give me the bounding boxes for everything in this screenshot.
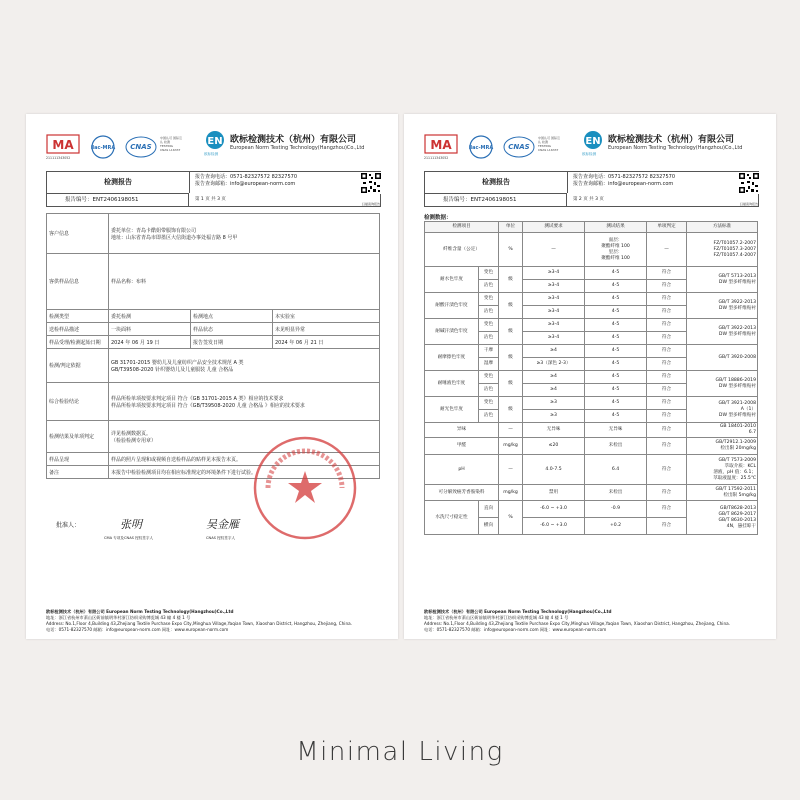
cell-sub: 横向 [479, 518, 499, 535]
table-row [425, 485, 758, 501]
page-footer [424, 609, 759, 633]
table-header-row [425, 222, 758, 233]
row-value: 2024 年 06 月 19 日 [109, 336, 191, 349]
row-label: 样品受理/检测起始日期 [47, 336, 109, 349]
cell-res: 4-5 [585, 410, 647, 423]
col-header: 检测项目 [425, 222, 499, 233]
row-label: 样品呈现 [47, 453, 109, 466]
cell-req: 禁用 [523, 485, 585, 501]
cell-judge: 符合 [647, 319, 687, 332]
brand-name-cn: 欧标检测技术（杭州）有限公司 [608, 135, 735, 145]
qr-caption: 扫描查询报告 [361, 202, 380, 206]
footer-address-cn: 地址：浙江省杭州市萧山区衙前镇明华村浙江纺织采购博览城 43 幢 4 楼 1 号 [424, 615, 569, 620]
report-number: 报告编号：ENT2406198051 [47, 193, 189, 206]
svg-text:CNAS: CNAS [130, 143, 152, 151]
col-header: 测试要求 [523, 222, 585, 233]
row-value: 委托单位：青岛卡酷姐带服饰有限公司 地址：山东省青岛市即墨区大信街道办事处福吉路 8 号甲 [109, 214, 380, 254]
cell-req: ≤20 [523, 438, 585, 455]
cell-item: 水洗尺寸稳定性 [425, 501, 479, 535]
cell-std: GB/T 3921-2008 A（1） DW 型多纤维贴衬 [687, 397, 758, 423]
cma-logo [46, 134, 80, 158]
test-data-title: 检测数据： [424, 215, 452, 221]
cell-judge: 符合 [647, 280, 687, 293]
cell-unit: % [499, 233, 523, 267]
signature-left: 张明 [120, 518, 142, 531]
report-contact: 报告查询电话：0571-82327572 82327570 报告查询邮箱：info@european-norm.com [573, 174, 676, 187]
cell-unit: mg/kg [499, 485, 523, 501]
cell-std: GB/T8628-2013 GB/T 8629-2017 GB/T 8630-2013 4N，悬挂晾干 [687, 501, 758, 535]
cell-res: 4-5 [585, 345, 647, 358]
brand-icon-caption: 欧标检测 [204, 152, 218, 156]
cell-std: GB/T 3922-2013 DW 型多纤维贴衬 [687, 293, 758, 319]
cell-std: GB/T 18886-2019 DW 型多纤维贴衬 [687, 371, 758, 397]
cell-judge: 符合 [647, 397, 687, 410]
row-label: 客户信息 [47, 214, 109, 254]
cell-res: 4-5 [585, 332, 647, 345]
cell-res: 4-5 [585, 371, 647, 384]
cell-sub: 变色 [479, 371, 499, 384]
row-value: 本实验室 [273, 310, 380, 323]
cell-judge: 符合 [647, 384, 687, 397]
footer-contact: 电话：0571-82327570 邮箱：info@european-norm.com 网址：www.european-norm.com [46, 627, 229, 632]
row-label: 送检样品描述 [47, 323, 109, 336]
row-label: 检测类型 [47, 310, 109, 323]
footer-address-en: Address: No.1,Floor 4,Building 43,Zhejiang Textile Purchase Expo City,Minghua Village,Yaqian Town, Xiaoshan District, Hangzhou, Zhejiang, China. [424, 621, 731, 626]
cell-res: 4-5 [585, 358, 647, 371]
cell-unit: — [499, 423, 523, 438]
svg-text:CNAS: CNAS [508, 143, 530, 151]
cell-req: ≥3-4 [523, 332, 585, 345]
cell-judge: 符合 [647, 423, 687, 438]
cell-judge: 符合 [647, 438, 687, 455]
row-value: 样品名称：布料 [109, 254, 380, 310]
cell-res: 4-5 [585, 384, 647, 397]
cell-judge: 符合 [647, 293, 687, 306]
cell-std: GB/T 3922-2013 DW 型多纤维贴衬 [687, 319, 758, 345]
report-header [26, 114, 398, 164]
cell-req: — [523, 233, 585, 267]
cell-unit: mg/kg [499, 438, 523, 455]
report-page-1 [26, 114, 398, 639]
cell-unit: 级 [499, 345, 523, 371]
row-label: 报告签发日期 [191, 336, 273, 349]
cell-req: ≥3-4 [523, 306, 585, 319]
page-footer [46, 609, 381, 633]
test-results-table [424, 221, 758, 535]
cell-res: +0.2 [585, 518, 647, 535]
svg-text:EN: EN [207, 136, 223, 147]
row-value: 委托检测 [109, 310, 191, 323]
cell-std: GB/T 3920-2008 [687, 345, 758, 371]
table-row [425, 293, 758, 306]
cell-item: 耐摩擦色牢度 [425, 345, 479, 371]
cell-item: 耐碱汗渍色牢度 [425, 319, 479, 345]
cell-sub: 沾色 [479, 306, 499, 319]
signature-right: 吴金雁 [206, 518, 239, 531]
svg-text:EN: EN [585, 136, 601, 147]
cell-judge: 符合 [647, 332, 687, 345]
cell-unit: 级 [499, 293, 523, 319]
cell-res: -0.9 [585, 501, 647, 518]
cnas-caption: 中国认可 国际互认 检测 TESTING CNAS L16337 [538, 136, 560, 152]
svg-text:ilac-MRA: ilac-MRA [90, 145, 116, 151]
svg-text:ilac-MRA: ilac-MRA [468, 145, 494, 151]
col-header: 方法标准 [687, 222, 758, 233]
brand-name-en: European Norm Testing Technology(Hangzhou)Co.,Ltd [230, 145, 365, 151]
row-value: 2024 年 06 月 21 日 [273, 336, 380, 349]
col-header: 单位 [499, 222, 523, 233]
table-row [47, 336, 380, 349]
cell-sub: 湿摩 [479, 358, 499, 371]
row-value: 详见检测数据页。 （检验检测专用章） [109, 421, 380, 453]
cell-judge: 符合 [647, 485, 687, 501]
footer-address-cn: 地址：浙江省杭州市萧山区衙前镇明华村浙江纺织采购博览城 43 幢 4 楼 1 号 [46, 615, 191, 620]
qr-code-icon [360, 172, 382, 194]
cell-sub: 直向 [479, 501, 499, 518]
cell-res: 4-5 [585, 280, 647, 293]
cell-sub: 变色 [479, 267, 499, 280]
cell-sub: 沾色 [479, 280, 499, 293]
row-value: 一块面料 [109, 323, 191, 336]
report-title: 检测报告 [47, 172, 190, 193]
cell-std: GB/T 17592-2011 检出限 5mg/kg [687, 485, 758, 501]
report-contact: 报告查询电话：0571-82327572 82327570 报告查询邮箱：info@european-norm.com [195, 174, 298, 187]
cell-item: 耐酸汗渍色牢度 [425, 293, 479, 319]
cell-unit: 级 [499, 371, 523, 397]
report-title-block [46, 171, 381, 207]
table-row [425, 455, 758, 485]
page-number: 第 2 页 共 3 页 [573, 197, 604, 202]
cell-item: pH [425, 455, 499, 485]
col-header: 测试结果 [585, 222, 647, 233]
report-title: 检测报告 [425, 172, 568, 193]
table-row [47, 349, 380, 383]
table-row [425, 345, 758, 358]
cell-req: ≥3（深色 2-3） [523, 358, 585, 371]
page-number: 第 1 页 共 3 页 [195, 197, 226, 202]
footer-address-en: Address: No.1,Floor 4,Building 43,Zhejiang Textile Purchase Expo City,Minghua Village,Yaqian Town, Xiaoshan District, Hangzhou, Zhejiang, China. [46, 621, 353, 626]
row-label: 综合检验结论 [47, 383, 109, 421]
cell-req: ≥4 [523, 384, 585, 397]
table-row [425, 319, 758, 332]
row-value: 本报告中检验检测项目均在相应标准规定的环境条件下进行试验。 [109, 466, 380, 479]
cell-res: 4-5 [585, 267, 647, 280]
cell-req: 无异味 [523, 423, 585, 438]
caption-text: Minimal Living [296, 737, 504, 767]
table-row [47, 323, 380, 336]
row-label: 样品状态 [191, 323, 273, 336]
cell-std: GB/T 7573-2009 萃取介质：KCL 溶液，pH 值：6.1； 萃取液温度：25.5℃ [687, 455, 758, 485]
table-row [47, 383, 380, 421]
cell-judge: 符合 [647, 267, 687, 280]
brand-name-en: European Norm Testing Technology(Hangzhou)Co.,Ltd [608, 145, 743, 151]
footer-company: 欧标检测技术（杭州）有限公司 European Norm Testing Technology(Hangzhou)Co.,Ltd [424, 609, 612, 614]
cell-judge: 符合 [647, 345, 687, 358]
cma-id: 211111343052 [46, 156, 71, 160]
cell-item: 可分解致癌芳香胺染料 [425, 485, 499, 501]
approver-label: 批准人： [56, 522, 81, 529]
report-title-block [424, 171, 759, 207]
qr-code-icon [738, 172, 760, 194]
cell-req: ≥3 [523, 410, 585, 423]
cell-req: ≥4 [523, 371, 585, 384]
cell-item: 纤维含量（公定） [425, 233, 499, 267]
cell-std: GB 18401-2010 6.7 [687, 423, 758, 438]
brand-icon-caption: 欧标检测 [582, 152, 596, 156]
cell-req: -6.0 ~ +3.0 [523, 501, 585, 518]
cell-req: 4.0-7.5 [523, 455, 585, 485]
signature-area [56, 520, 356, 560]
cell-std: GB/T2912.1-2009 检出限 20mg/kg [687, 438, 758, 455]
row-label: 检测/判定依据 [47, 349, 109, 383]
cell-sub: 变色 [479, 293, 499, 306]
cell-item: 异味 [425, 423, 499, 438]
cell-item: 耐唾液色牢度 [425, 371, 479, 397]
cnas-caption: 中国认可 国际互认 检测 TESTING CNAS L16337 [160, 136, 182, 152]
table-row [47, 310, 380, 323]
cell-unit: 级 [499, 319, 523, 345]
cell-sub: 沾色 [479, 384, 499, 397]
cell-sub: 沾色 [479, 410, 499, 423]
cell-req: ≥3-4 [523, 319, 585, 332]
cell-unit: 级 [499, 267, 523, 293]
brand-logo-icon [204, 130, 226, 154]
cell-req: ≥3-4 [523, 280, 585, 293]
row-value: 样品的照片呈现和或视频自送检样品的贴样见本报告末页。 [109, 453, 380, 466]
cell-req: ≥3 [523, 397, 585, 410]
cell-req: ≥3-4 [523, 293, 585, 306]
cnas-logo [502, 134, 536, 160]
cell-judge: 符合 [647, 371, 687, 384]
cell-res: 4-5 [585, 319, 647, 332]
table-row [47, 214, 380, 254]
cma-logo [424, 134, 458, 158]
table-row [425, 438, 758, 455]
cell-res: 无异味 [585, 423, 647, 438]
svg-text:MA: MA [430, 138, 452, 152]
ilac-mra-logo [464, 134, 498, 160]
cma-id: 211111343052 [424, 156, 449, 160]
cell-res: 4-5 [585, 306, 647, 319]
cell-judge: 符合 [647, 410, 687, 423]
cell-std: GB/T 5713-2013 DW 型多纤维贴衬 [687, 267, 758, 293]
cell-judge: 符合 [647, 306, 687, 319]
cell-sub: 沾色 [479, 332, 499, 345]
row-label: 客供样品信息 [47, 254, 109, 310]
cell-req: ≥4 [523, 345, 585, 358]
cnas-logo [124, 134, 158, 160]
row-label: 检测结果及单项判定 [47, 421, 109, 453]
cell-sub: 干摩 [479, 345, 499, 358]
cell-res: 4-5 [585, 293, 647, 306]
cell-item: 甲醛 [425, 438, 499, 455]
cell-judge: 符合 [647, 501, 687, 518]
report-page-2 [404, 114, 776, 639]
cell-sub: 变色 [479, 397, 499, 410]
cell-res: 未检出 [585, 438, 647, 455]
cell-res: 面层： 聚酯纤维 100 里层： 聚酯纤维 100 [585, 233, 647, 267]
cell-res: 4-5 [585, 397, 647, 410]
table-row [425, 267, 758, 280]
table-row [47, 254, 380, 310]
cell-judge: 符合 [647, 455, 687, 485]
table-row [425, 501, 758, 518]
brand-name-cn: 欧标检测技术（杭州）有限公司 [230, 135, 357, 145]
table-row [425, 397, 758, 410]
row-value: 未见明显异常 [273, 323, 380, 336]
footer-company: 欧标检测技术（杭州）有限公司 European Norm Testing Technology(Hangzhou)Co.,Ltd [46, 609, 234, 614]
ilac-mra-logo [86, 134, 120, 160]
row-value: 样品所检单项按要求判定项目 符合《GB 31701-2015 A 类》相应的技术要求 样品所检单项按要求判定项目 符合《GB/T39508-2020 儿童 合格品 》相应的技术要求 [109, 383, 380, 421]
table-row [425, 423, 758, 438]
table-row [425, 233, 758, 267]
cell-req: -6.0 ~ +3.0 [523, 518, 585, 535]
cell-judge: — [647, 233, 687, 267]
row-label: 备注 [47, 466, 109, 479]
qr-caption: 扫描查询报告 [739, 202, 758, 206]
table-row [425, 371, 758, 384]
svg-text:MA: MA [52, 138, 74, 152]
cell-req: ≥3-4 [523, 267, 585, 280]
cell-judge: 符合 [647, 518, 687, 535]
brand-logo-icon [582, 130, 604, 154]
report-number: 报告编号：ENT2406198051 [425, 193, 567, 206]
cell-unit: % [499, 501, 523, 535]
footer-contact: 电话：0571-82327570 邮箱：info@european-norm.com 网址：www.european-norm.com [424, 627, 607, 632]
cell-res: 6.4 [585, 455, 647, 485]
cell-res: 未检出 [585, 485, 647, 501]
signatory-caption-left: CMA 专项及CNAS 授权签字人 [104, 536, 154, 540]
col-header: 单项判定 [647, 222, 687, 233]
cell-item: 耐水色牢度 [425, 267, 479, 293]
row-label: 检测地点 [191, 310, 273, 323]
row-value: GB 31701-2015 婴幼儿及儿童纺织产品安全技术规范 A 类 GB/T39508-2020 针织婴幼儿及儿童服装 儿童 合格品 [109, 349, 380, 383]
cell-judge: 符合 [647, 358, 687, 371]
cell-unit: 级 [499, 397, 523, 423]
cell-unit: — [499, 455, 523, 485]
cell-item: 耐光色牢度 [425, 397, 479, 423]
cell-std: FZ/T01057.2-2007 FZ/T01057.3-2007 FZ/T01057.4-2007 [687, 233, 758, 267]
cell-sub: 变色 [479, 319, 499, 332]
signatory-caption-right: CNAS 授权签字人 [206, 536, 236, 540]
report-header [404, 114, 776, 164]
